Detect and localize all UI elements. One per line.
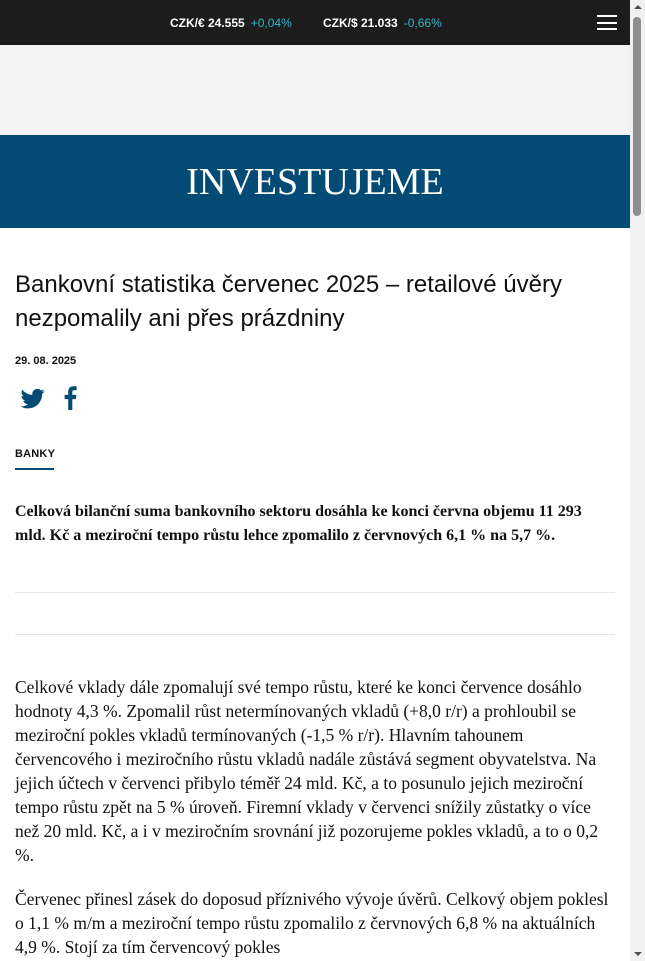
article-perex: Celková bilanční suma bankovního sektoru dosáhla ke konci června objemu 11 293 mld. Kč a meziroční tempo růstu lehce zpomalilo z červnových 6,1 % na 5,7 %. — [15, 503, 582, 544]
scroll-down-arrow-icon[interactable] — [630, 948, 645, 961]
scrollbar-thumb[interactable] — [633, 17, 641, 216]
facebook-icon[interactable] — [60, 386, 84, 410]
hamburger-menu-icon[interactable] — [597, 14, 617, 31]
rate-czk-usd-value: CZK/$ 21.033 — [323, 16, 398, 30]
rate-czk-eur — [170, 15, 292, 31]
divider — [15, 592, 615, 593]
twitter-icon[interactable] — [21, 386, 45, 410]
rate-czk-usd — [323, 15, 442, 31]
divider — [15, 634, 615, 635]
rate-czk-eur-value: CZK/€ 24.555 — [170, 16, 245, 30]
advertisement-space — [0, 45, 630, 135]
rate-czk-eur-change: +0,04% — [250, 16, 292, 30]
scrollbar[interactable] — [630, 0, 645, 961]
site-logo[interactable]: INVESTUJEME — [186, 161, 444, 203]
rate-czk-usd-change: -0,66% — [403, 16, 442, 30]
category-tag[interactable]: BANKY — [15, 448, 56, 460]
currency-ticker-bar — [0, 0, 630, 45]
article-title: Bankovní statistika červenec 2025 – retailové úvěry nezpomalily ani přes prázdniny — [15, 271, 562, 332]
article-paragraph: Červenec přinesl zásek do doposud příznivého vývoje úvěrů. Celkový objem poklesl o 1,1 % m/m a meziroční tempo růstu zpomalilo z červnových 6,8 % na aktuálních 4,9 %. Stojí za tím červencový pokles — [15, 889, 609, 957]
scroll-up-arrow-icon[interactable] — [630, 0, 645, 13]
article-paragraph: Celkové vklady dále zpomalují své tempo růstu, které ke konci července dosáhlo hodnoty 4,3 %. Zpomalil růst netermínovaných vkladů (+8,0 r/r) a prohloubil se meziroční pokles vkladů termínovaných (-1,5 % r/r). Hlavním tahounem červencového i meziročního růstu vkladů nadále zůstává segment obyvatelstva. Na jejich účtech v červenci přibylo téměř 24 mld. Kč, a to posunulo jejich meziroční tempo růstu zpět na 5 % úroveň. Firemní vklady v červenci snížily zůstatky o více než 20 mld. Kč, a i v meziročním srovnání již pozorujeme pokles vkladů, a to o 0,2 %. — [15, 677, 599, 865]
category-underline — [15, 468, 54, 470]
article-date: 29. 08. 2025 — [15, 355, 77, 367]
